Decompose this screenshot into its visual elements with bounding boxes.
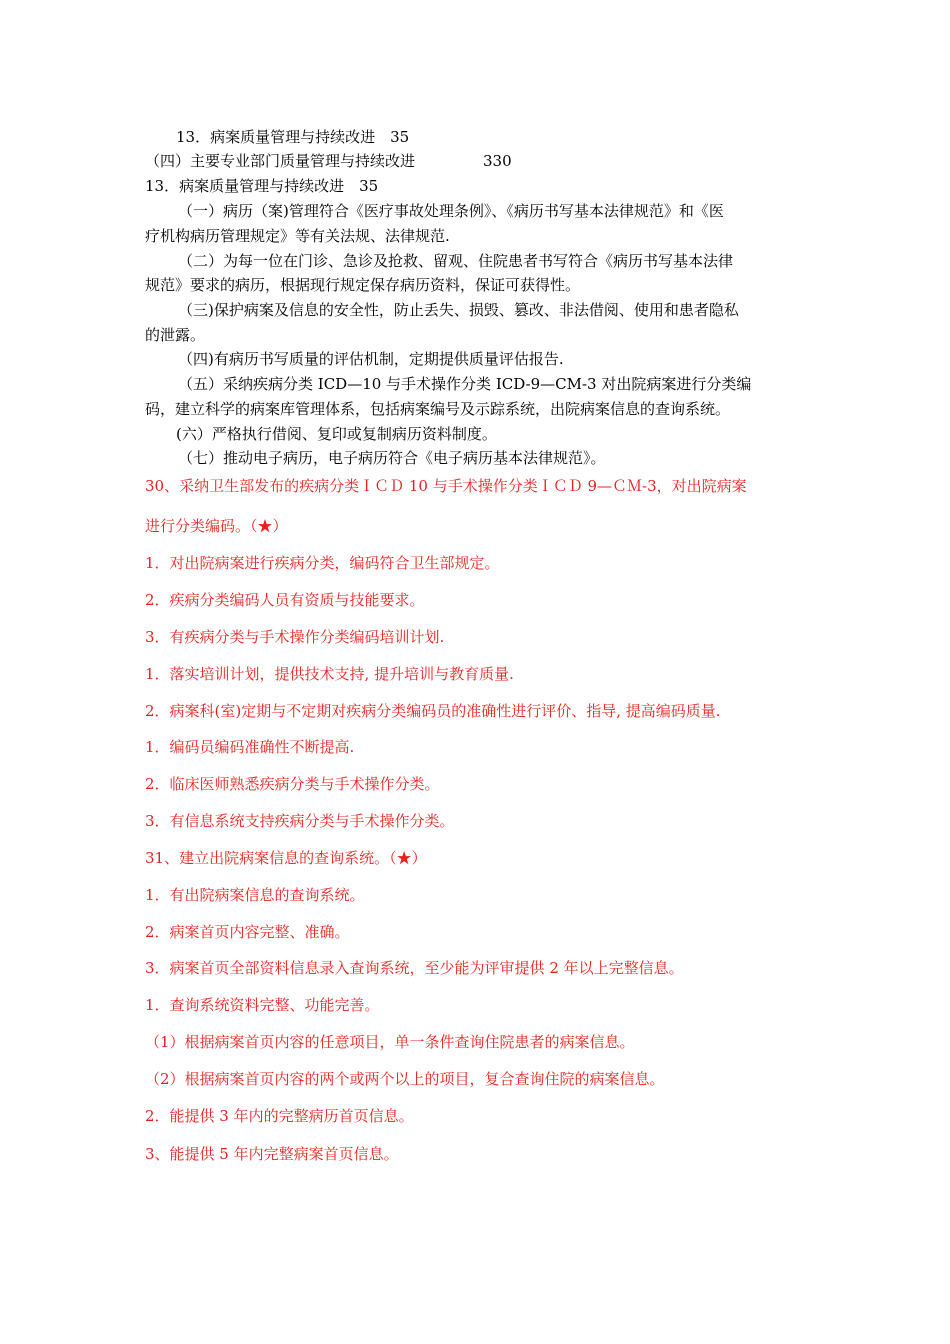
item-30-5: 2．病案科(室)定期与不定期对疾病分类编码员的准确性进行评价、指导, 提高编码质量. (145, 702, 721, 720)
paragraph-2-line-1: （二）为每一位在门诊、急诊及抢救、留观、住院患者书写符合《病历书写基本法律 (178, 252, 734, 270)
toc-line-4-text: （四）主要专业部门质量管理与持续改进 (145, 152, 416, 170)
standard-31: 31、建立出院病案信息的查询系统。（★） (145, 849, 427, 867)
item-30-3: 3．有疾病分类与手术操作分类编码培训计划. (145, 628, 445, 646)
paragraph-7: （七）推动电子病历，电子病历符合《电子病历基本法律规范》。 (178, 449, 606, 467)
item-30-1: 1．对出院病案进行疾病分类，编码符合卫生部规定。 (145, 554, 500, 572)
item-30-7: 2．临床医师熟悉疾病分类与手术操作分类。 (145, 775, 440, 793)
toc-line-13: 13．病案质量管理与持续改进 35 (176, 128, 410, 146)
paragraph-1-line-2: 疗机构病历管理规定》等有关法规、法律规范. (145, 227, 450, 245)
item-30-8: 3．有信息系统支持疾病分类与手术操作分类。 (145, 812, 455, 830)
item-31-8: 3、能提供 5 年内完整病案首页信息。 (145, 1145, 399, 1163)
paragraph-4: （四)有病历书写质量的评估机制，定期提供质量评估报告. (178, 350, 564, 368)
item-31-2: 2．病案首页内容完整、准确。 (145, 923, 350, 941)
section-heading: 13．病案质量管理与持续改进 35 (145, 177, 379, 195)
standard-30-line-1: 30、采纳卫生部发布的疾病分类ＩＣＤ 10 与手术操作分类ＩＣＤ 9—ＣＭ-3，对出院病案 (145, 477, 747, 495)
item-31-6: （2）根据病案首页内容的两个或两个以上的项目，复合查询住院的病案信息。 (145, 1070, 665, 1088)
paragraph-6: (六）严格执行借阅、复印或复制病历资料制度。 (176, 425, 497, 443)
item-31-5: （1）根据病案首页内容的任意项目，单一条件查询住院患者的病案信息。 (145, 1033, 635, 1051)
standard-30-line-2: 进行分类编码。（★） (145, 517, 288, 535)
paragraph-2-line-2: 规范》要求的病历，根据现行规定保存病历资料，保证可获得性。 (145, 276, 581, 294)
item-30-2: 2．疾病分类编码人员有资质与技能要求。 (145, 591, 425, 609)
item-30-4: 1．落实培训计划，提供技术支持, 提升培训与教育质量. (145, 665, 514, 683)
item-31-4: 1．查询系统资料完整、功能完善。 (145, 996, 380, 1014)
item-31-7: 2．能提供 3 年内的完整病历首页信息。 (145, 1107, 414, 1125)
paragraph-3-line-2: 的泄露。 (145, 326, 206, 344)
item-31-3: 3．病案首页全部资料信息录入查询系统，至少能为评审提供 2 年以上完整信息。 (145, 959, 684, 977)
toc-line-4-page: 330 (483, 152, 512, 170)
item-31-1: 1．有出院病案信息的查询系统。 (145, 886, 365, 904)
item-30-6: 1．编码员编码准确性不断提高. (145, 738, 355, 756)
toc-line-4 (145, 151, 512, 171)
paragraph-5-line-1: （五）采纳疾病分类 ICD—10 与手术操作分类 ICD-9—CM-3 对出院病案进行分类编 (178, 375, 752, 393)
paragraph-5-line-2: 码，建立科学的病案库管理体系，包括病案编号及示踪系统，出院病案信息的查询系统。 (145, 400, 731, 418)
paragraph-3-line-1: （三)保护病案及信息的安全性，防止丢失、损毁、篡改、非法借阅、使用和患者隐私 (178, 301, 739, 319)
paragraph-1-line-1: （一）病历（案)管理符合《医疗事故处理条例》、《病历书写基本法律规范》和《医 (178, 202, 724, 220)
